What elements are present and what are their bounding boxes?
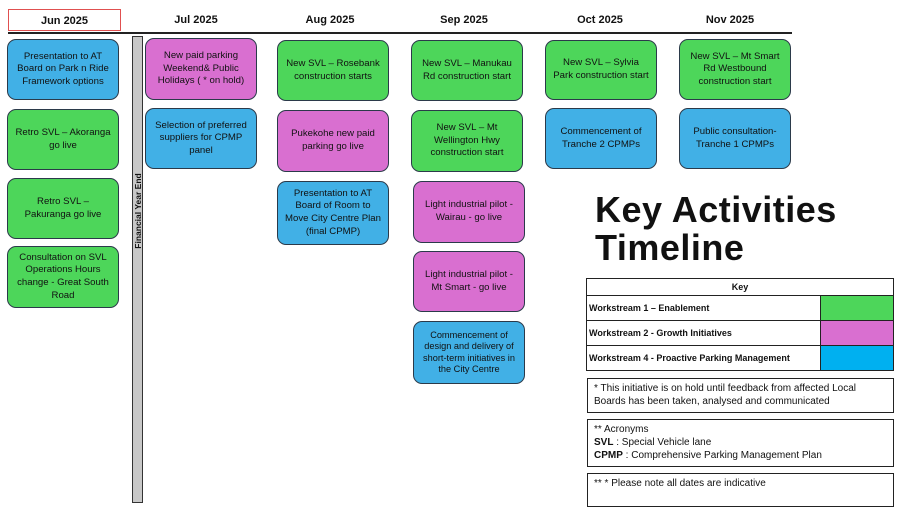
month-header-jul: Jul 2025 <box>174 14 218 26</box>
dates-note: ** * Please note all dates are indicative <box>587 473 894 507</box>
activity-box: New SVL – Sylvia Park construction start <box>545 40 657 100</box>
activity-box: Commencement of design and delivery of short-term initiatives in the City Centre <box>413 321 525 384</box>
month-header-nov: Nov 2025 <box>705 14 755 26</box>
month-header-oct: Oct 2025 <box>577 14 623 26</box>
on-hold-note: * This initiative is on hold until feedback from affected Local Boards has been taken, analysed and communicated <box>587 378 894 413</box>
key-label-enablement: Workstream 1 – Enablement <box>587 296 821 321</box>
activity-box: Retro SVL – Pakuranga go live <box>7 178 119 239</box>
activity-box: Presentation to AT Board of Room to Move City Centre Plan (final CPMP) <box>277 181 389 245</box>
financial-year-end-label: Financial Year End <box>132 173 143 249</box>
activity-box: Light industrial pilot - Wairau - go live <box>413 181 525 243</box>
acronym-cpmp-abbr: CPMP <box>594 450 623 462</box>
activity-box: Consultation on SVL Operations Hours change - Great South Road <box>7 246 119 308</box>
acronym-svl-definition: : Special Vehicle lane <box>613 437 712 449</box>
activity-box: Public consultation- Tranche 1 CPMPs <box>679 108 791 169</box>
page-title-line1: Key Activities <box>595 189 837 230</box>
acronym-cpmp-definition: : Comprehensive Parking Management Plan <box>622 450 822 462</box>
key-header: Key <box>587 279 894 296</box>
activity-box: Selection of preferred suppliers for CPMP panel <box>145 108 257 169</box>
financial-year-end-marker <box>132 36 143 503</box>
key-label-proactive: Workstream 4 - Proactive Parking Management <box>587 346 821 371</box>
key-swatch-proactive <box>821 346 894 371</box>
acronym-svl-abbr: SVL <box>594 437 614 449</box>
activity-box: Presentation to AT Board on Park n Ride Framework options <box>7 39 119 100</box>
activity-box: Commencement of Tranche 2 CPMPs <box>545 108 657 169</box>
activity-box: Retro SVL – Akoranga go live <box>7 109 119 170</box>
month-header-sep: Sep 2025 <box>440 14 488 26</box>
acronym-svl <box>594 436 887 449</box>
activity-box: New paid parking Weekend& Public Holidays ( * on hold) <box>145 38 257 100</box>
key-label-growth: Workstream 2 - Growth Initiatives <box>587 321 821 346</box>
timeline-axis <box>8 32 792 34</box>
acronyms-note <box>587 419 894 467</box>
page-title <box>595 191 837 267</box>
month-header-jun: Jun 2025 <box>8 9 121 31</box>
activity-box: Pukekohe new paid parking go live <box>277 110 389 172</box>
activity-box: New SVL – Mt Smart Rd Westbound construction start <box>679 39 791 100</box>
key-table <box>586 278 894 371</box>
key-swatch-growth <box>821 321 894 346</box>
page-title-line2: Timeline <box>595 227 745 268</box>
month-header-aug: Aug 2025 <box>305 14 355 26</box>
activity-box: New SVL – Manukau Rd construction start <box>411 40 523 101</box>
acronym-cpmp <box>594 449 887 462</box>
activity-box: New SVL – Rosebank construction starts <box>277 40 389 101</box>
key-swatch-enablement <box>821 296 894 321</box>
acronyms-title: ** Acronyms <box>594 424 649 435</box>
activity-box: Light industrial pilot - Mt Smart - go live <box>413 251 525 312</box>
activity-box: New SVL – Mt Wellington Hwy construction start <box>411 110 523 172</box>
